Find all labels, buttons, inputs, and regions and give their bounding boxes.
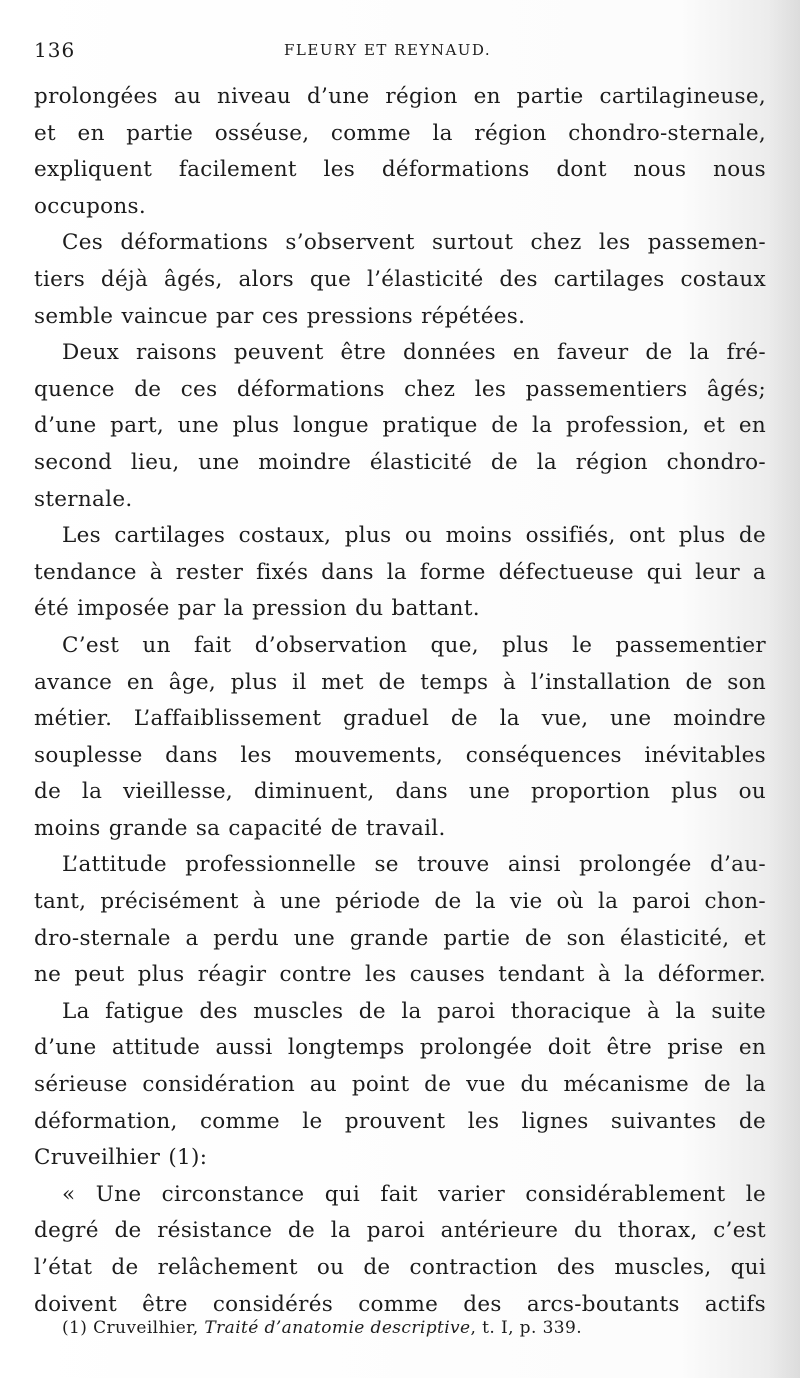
page-header [34, 38, 762, 68]
text-line: souplesse dans les mouvements, conséquences inévitables [34, 742, 766, 768]
text-line: Cruveilhier (1): [34, 1145, 208, 1171]
body-text [34, 79, 766, 1323]
text-line: et en partie osséuse, comme la région chondro-sternale, [34, 120, 766, 146]
text-line: métier. L’affaiblissement graduel de la vue, une moindre [34, 706, 766, 732]
text-line: été imposée par la pression du battant. [34, 596, 480, 622]
text-line: expliquent facilement les déformations dont nous nous [34, 157, 766, 183]
footnote-title: Traité d’anatomie descriptive [204, 1318, 471, 1338]
footnote-reference: , t. I, p. 339. [470, 1318, 583, 1338]
text-line: « Une circonstance qui fait varier considérablement le [62, 1181, 766, 1207]
text-line: degré de résistance de la paroi antérieure du thorax, c’est [34, 1218, 766, 1244]
text-line: Ces déformations s’observent surtout chez les passemen- [62, 230, 766, 256]
text-line: ne peut plus réagir contre les causes tendant à la déformer. [34, 962, 766, 988]
text-line: C’est un fait d’observation que, plus le passementier [62, 632, 766, 658]
text-line: avance en âge, plus il met de temps à l’installation de son [34, 669, 766, 695]
text-line: sternale. [34, 486, 133, 512]
text-line: doivent être considérés comme des arcs-boutants actifs [34, 1291, 766, 1317]
text-line: quence de ces déformations chez les passementiers âgés; [34, 376, 766, 402]
text-line: prolongées au niveau d’une région en partie cartilagineuse, [34, 84, 766, 109]
running-head: FLEURY ET REYNAUD. [284, 41, 492, 59]
text-line: d’une part, une plus longue pratique de la profession, et en [34, 413, 766, 439]
footnote-marker: (1) Cruveilhier, [62, 1318, 205, 1338]
text-line: sérieuse considération au point de vue du mécanisme de la [34, 1072, 766, 1098]
text-line: moins grande sa capacité de travail. [34, 815, 446, 841]
text-line: dro-sternale a perdu une grande partie de son élasticité, et [34, 925, 766, 951]
text-line: d’une attitude aussi longtemps prolongée doit être prise en [34, 1035, 766, 1061]
text-line: semble vaincue par ces pressions répétées. [34, 303, 526, 329]
text-line: tant, précisément à une période de la vie où la paroi chon- [34, 889, 766, 915]
text-line: tiers déjà âgés, alors que l’élasticité des cartilages costaux [34, 266, 766, 292]
text-line: Deux raisons peuvent être données en faveur de la fré- [62, 340, 766, 366]
text-line: occupons. [34, 193, 146, 219]
text-line: de la vieillesse, diminuent, dans une proportion plus ou [34, 779, 766, 805]
page-number: 136 [34, 38, 76, 62]
footnote [62, 1318, 582, 1338]
text-line: Les cartilages costaux, plus ou moins ossifiés, ont plus de [62, 523, 766, 549]
text-line: L’attitude professionnelle se trouve ainsi prolongée d’au- [62, 852, 766, 878]
text-line: tendance à rester fixés dans la forme défectueuse qui leur a [34, 559, 766, 585]
text-line: second lieu, une moindre élasticité de la région chondro- [34, 449, 766, 475]
text-line: déformation, comme le prouvent les lignes suivantes de [34, 1108, 766, 1134]
text-line: l’état de relâchement ou de contraction des muscles, qui [34, 1255, 766, 1280]
text-line: La fatigue des muscles de la paroi thoracique à la suite [62, 998, 766, 1024]
